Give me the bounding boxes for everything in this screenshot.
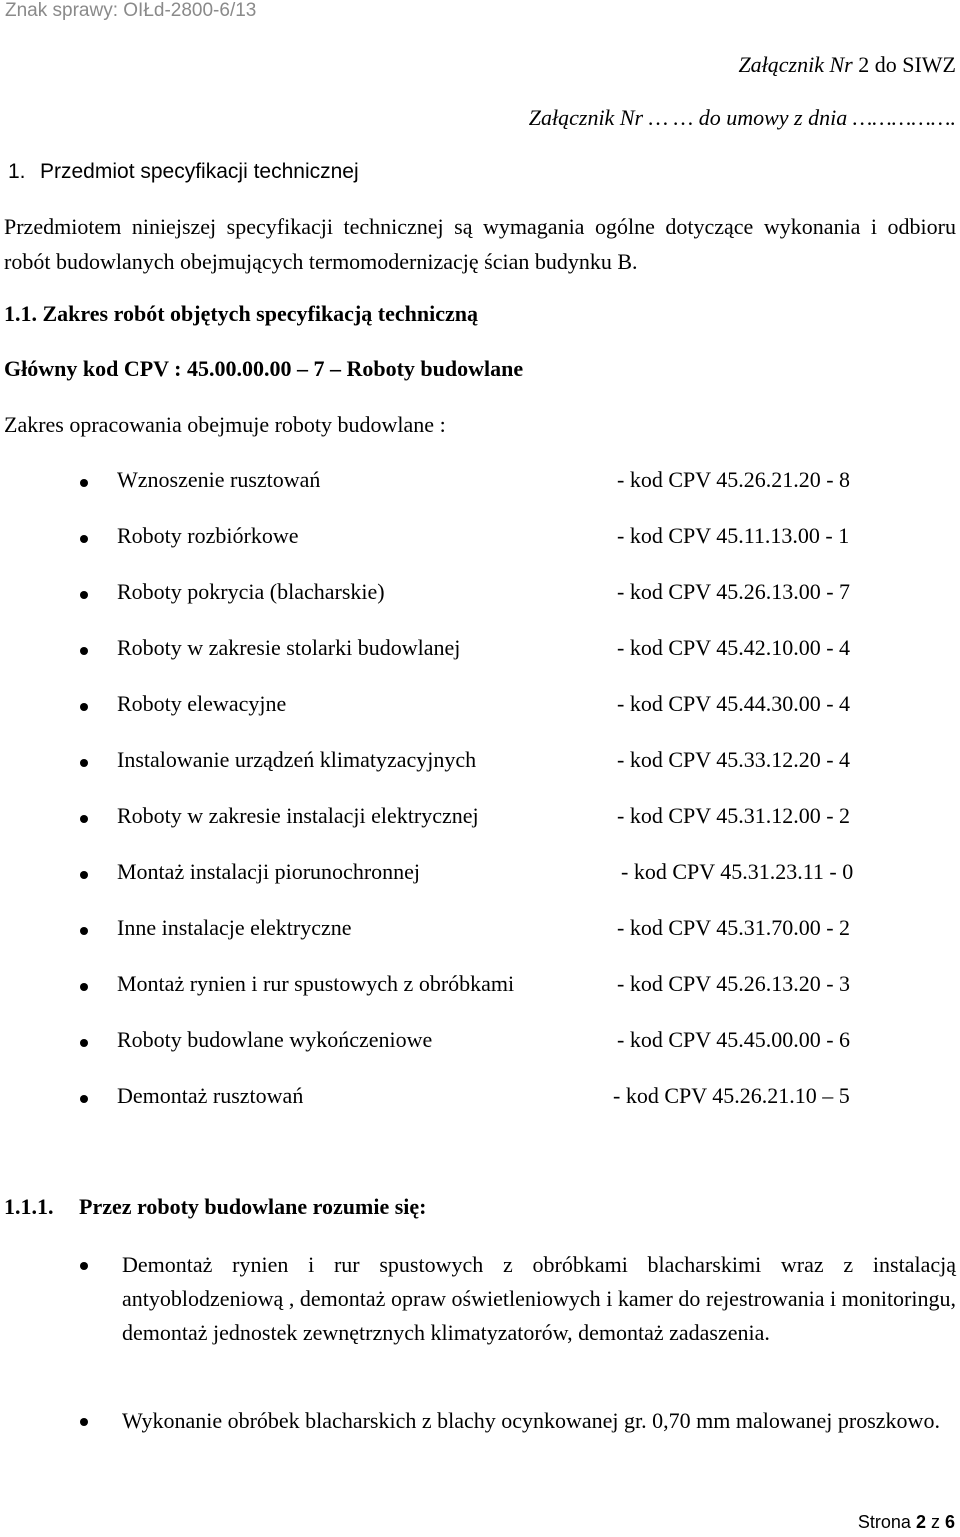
- section-1-heading: [8, 160, 359, 184]
- cpv-code: - kod CPV 45.33.12.20 - 4: [617, 747, 851, 772]
- work-name: Demontaż rusztowań: [117, 1083, 304, 1108]
- bullet-icon: [80, 983, 88, 991]
- work-name: Montaż instalacji piorunochronnej: [117, 859, 421, 884]
- cpv-code: - kod CPV 45.26.21.20 - 8: [617, 467, 851, 492]
- attachment-contract: [529, 105, 956, 131]
- work-name: Instalowanie urządzeń klimatyzacyjnych: [117, 747, 477, 772]
- work-description: Wykonanie obróbek blacharskich z blachy ocynkowanej gr. 0,70 mm malowanej proszkowo.: [122, 1408, 940, 1433]
- bullet-icon: [80, 759, 88, 767]
- work-name: Inne instalacje elektryczne: [117, 915, 352, 940]
- attachment-siwz-number: 2: [858, 52, 870, 77]
- section-1-1-heading: 1.1. Zakres robót objętych specyfikacją techniczną: [4, 301, 478, 326]
- section-1-1-1-heading: [4, 1194, 426, 1220]
- bullet-icon: [80, 1262, 88, 1270]
- attachment-contract-prefix: Załącznik Nr: [528, 105, 644, 130]
- cpv-code: - kod CPV 45.26.13.20 - 3: [617, 971, 851, 996]
- bullet-icon: [80, 927, 88, 935]
- current-page: 2: [915, 1512, 926, 1532]
- work-name: Roboty rozbiórkowe: [117, 523, 299, 548]
- bullet-icon: [80, 535, 88, 543]
- work-name: Roboty pokrycia (blacharskie): [117, 579, 385, 604]
- cpv-code: - kod CPV 45.42.10.00 - 4: [617, 635, 851, 660]
- bullet-icon: [80, 479, 88, 487]
- work-description: Demontaż rynien i rur spustowych z obróbkami blacharskimi wraz z instalacją antyoblodzeniową , demontaż opraw oświetleniowych i kamer do rejestrowania i monitoringu, demontaż jednostek zewnętrznych klimatyzatorów, demontaż zadaszenia.: [122, 1252, 956, 1345]
- cpv-code: - kod CPV 45.31.70.00 - 2: [617, 915, 851, 940]
- bullet-icon: [80, 871, 88, 879]
- bullet-icon: [80, 647, 88, 655]
- page-label: Strona: [857, 1512, 916, 1532]
- scope-intro: Zakres opracowania obejmuje roboty budowlane :: [4, 412, 446, 437]
- page-separator: z: [925, 1512, 945, 1532]
- work-name: Montaż rynien i rur spustowych z obróbkami: [117, 971, 515, 996]
- attachment-contract-dots: … …: [643, 105, 699, 130]
- page-number: [858, 1512, 955, 1533]
- section-1-paragraph: Przedmiotem niniejszej specyfikacji technicznej są wymagania ogólne dotyczące wykonania i odbioru robót budowlanych obejmujących termomodernizację ścian budynku B.: [4, 214, 956, 274]
- attachment-contract-dots-end: …………….: [847, 105, 956, 130]
- case-number: Znak sprawy: OIŁd-2800-6/13: [5, 0, 257, 21]
- work-name: Roboty w zakresie instalacji elektrycznej: [117, 803, 479, 828]
- cpv-code: - kod CPV 45.11.13.00 - 1: [617, 523, 850, 548]
- bullet-icon: [80, 1095, 88, 1103]
- attachment-contract-middle: do umowy z dnia: [698, 105, 848, 130]
- cpv-code: - kod CPV 45.31.23.11 - 0: [621, 859, 854, 884]
- total-pages: 6: [944, 1512, 955, 1532]
- cpv-code: - kod CPV 45.31.12.00 - 2: [617, 803, 851, 828]
- bullet-icon: [80, 1039, 88, 1047]
- work-name: Roboty elewacyjne: [117, 691, 287, 716]
- bullet-icon: [80, 1418, 88, 1426]
- main-cpv-code: Główny kod CPV : 45.00.00.00 – 7 – Roboty budowlane: [4, 356, 524, 381]
- section-1-1-1-title: Przez roboty budowlane rozumie się:: [79, 1194, 427, 1219]
- work-name: Wznoszenie rusztowań: [117, 467, 321, 492]
- cpv-code: - kod CPV 45.26.13.00 - 7: [617, 579, 851, 604]
- work-name: Roboty budowlane wykończeniowe: [117, 1027, 433, 1052]
- attachment-siwz-prefix: Załącznik Nr: [738, 52, 859, 77]
- section-1-number: 1.: [8, 160, 26, 183]
- bullet-icon: [80, 591, 88, 599]
- cpv-code: - kod CPV 45.45.00.00 - 6: [617, 1027, 851, 1052]
- bullet-icon: [80, 703, 88, 711]
- cpv-code: - kod CPV 45.26.21.10 – 5: [613, 1083, 850, 1108]
- attachment-siwz-suffix: do SIWZ: [869, 52, 956, 77]
- section-1-1-1-number: 1.1.1.: [4, 1194, 54, 1219]
- attachment-siwz: [738, 52, 956, 78]
- section-1-title: Przedmiot specyfikacji technicznej: [40, 160, 359, 183]
- cpv-code: - kod CPV 45.44.30.00 - 4: [617, 691, 851, 716]
- work-name: Roboty w zakresie stolarki budowlanej: [117, 635, 461, 660]
- bullet-icon: [80, 815, 88, 823]
